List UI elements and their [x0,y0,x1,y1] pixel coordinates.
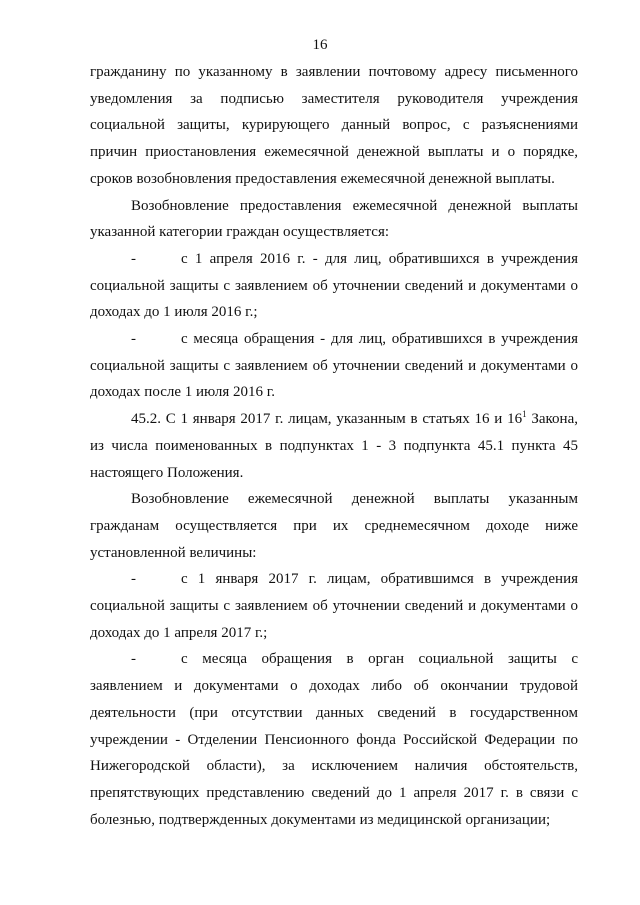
list-dash: - [131,331,136,348]
list-item-text: с месяца обращения в орган социальной защиты с заявлением и документами о доходах либо об окончании трудовой деятельности (при отсутствии данных сведений в государственном учреждении - Отделении Пенсионного фонда Российской Федерации по Нижегородской области), за исключением наличия обстоятельств, препятствующих представлению сведений до 1 апреля 2017 г. в связи с болезнью, подтвержденных документами из медицинской организации; [90,651,578,828]
paragraph-resumption-intro: Возобновление предоставления ежемесячной денежной выплаты указанной категории граждан осуществляется: [90,197,578,241]
page-number: 16 [312,37,328,53]
paragraph-resumption-2017: Возобновление ежемесячной денежной выплаты указанным гражданам осуществляется при их среднемесячном доходе ниже установленной величины: [90,491,578,561]
list-dash: - [131,571,136,588]
list-item-from-april-2016 [90,246,578,326]
list-item-text: с 1 января 2017 г. лицам, обратившимся в учреждения социальной защиты с заявлением об уточнении сведений и документами о доходах до 1 апреля 2017 г.; [90,571,578,641]
article-superscript: 1 [522,409,527,420]
list-dash: - [131,651,136,668]
clause-text-start: 45.2. С 1 января 2017 г. лицам, указанным в статьях 16 и 16 [131,411,523,428]
list-item-from-month-of-application-2017 [90,646,578,833]
clause-text-end: Закона, из числа поименованных в подпунктах 1 - 3 подпункта 45.1 пункта 45 настоящего Положения. [90,411,578,481]
list-dash: - [131,250,136,267]
list-item-from-month-of-application [90,326,578,406]
list-item-text: с месяца обращения - для лиц, обратившихся в учреждения социальной защиты с заявлением об уточнении сведений и документами о доходах после 1 июля 2016 г. [90,331,578,401]
document-body [90,59,578,833]
clause-45-2 [90,406,578,486]
list-item-from-january-2017 [90,566,578,646]
paragraph-continuation: гражданину по указанному в заявлении почтовому адресу письменного уведомления за подписью заместителя руководителя учреждения социальной защиты, курирующего данный вопрос, с разъяснениями причин приостановления ежемесячной денежной выплаты и о порядке, сроков возобновления предоставления ежемесячной денежной выплаты. [90,64,578,187]
list-item-text: с 1 апреля 2016 г. - для лиц, обратившихся в учреждения социальной защиты с заявлением об уточнении сведений и документами о доходах до 1 июля 2016 г.; [90,250,578,321]
